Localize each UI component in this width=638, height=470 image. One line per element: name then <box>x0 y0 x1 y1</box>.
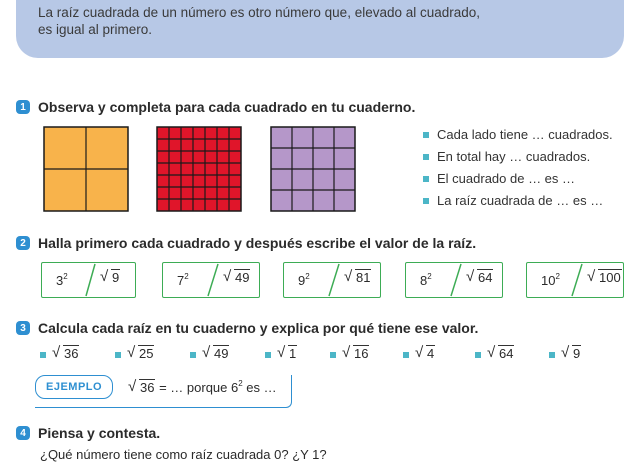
root-expression: √ 49 <box>223 270 250 285</box>
observation-item: Cada lado tiene … cuadrados. <box>423 127 613 149</box>
root-expression: √ 100 <box>587 270 622 285</box>
square-4x4 <box>270 126 356 212</box>
section-number-badge: 1 <box>16 100 30 114</box>
square-expression: $7^2$ <box>177 272 189 288</box>
root-expression: √ 9 <box>100 270 120 285</box>
root-item: √ 1 <box>277 346 297 361</box>
section-3-header <box>16 320 478 336</box>
example-text-part-2: es … <box>242 380 277 395</box>
root-item: √ 9 <box>561 346 581 361</box>
question-4-text: ¿Qué número tiene como raíz cuadrada 0? ¿Y 1? <box>40 447 327 462</box>
square-root-pair <box>405 262 503 298</box>
divider-slash <box>42 263 135 297</box>
square-7x7 <box>156 126 242 212</box>
square-expression: $9^2$ <box>298 272 310 288</box>
root-item: √ 49 <box>202 346 229 361</box>
definition-line-2: es igual al primero. <box>38 22 153 37</box>
section-2-header <box>16 235 476 251</box>
root-item: √ 25 <box>127 346 154 361</box>
root-expression: √ 81 <box>344 270 371 285</box>
square-root-pair <box>41 262 136 298</box>
definition-text <box>38 4 480 38</box>
observation-item: El cuadrado de … es … <box>423 171 613 193</box>
definition-line-1: La raíz cuadrada de un número es otro número que, elevado al cuadrado, <box>38 5 481 20</box>
section-title: Calcula cada raíz en tu cuaderno y explica por qué tiene ese valor. <box>38 320 479 336</box>
section-4-header <box>16 425 160 441</box>
observation-item: En total hay … cuadrados. <box>423 149 613 171</box>
section-number-badge: 4 <box>16 426 30 440</box>
observation-list <box>423 127 613 215</box>
section-1-header <box>16 99 415 115</box>
grid-fill <box>157 127 241 211</box>
example-radicand: 36 <box>140 380 155 395</box>
square-expression: $10^2$ <box>541 272 560 288</box>
example-text <box>128 379 277 395</box>
square-expression: $8^2$ <box>420 272 432 288</box>
definition-banner <box>16 0 624 58</box>
root-item: √ 64 <box>487 346 514 361</box>
square-root-pair <box>162 262 260 298</box>
root-item: √ 16 <box>342 346 369 361</box>
example-exponent: 2 <box>238 379 243 388</box>
example-root <box>128 380 155 395</box>
square-2x2 <box>43 126 129 212</box>
section-title: Piensa y contesta. <box>38 425 161 441</box>
root-expression: √ 64 <box>466 270 493 285</box>
example-text-part-1: = … porque 6 <box>159 380 239 395</box>
section-number-badge: 3 <box>16 321 30 335</box>
square-root-pair <box>526 262 624 298</box>
root-item: √ 36 <box>52 346 79 361</box>
section-title: Observa y completa para cada cuadrado en tu cuaderno. <box>38 99 416 115</box>
square-root-pair <box>283 262 381 298</box>
square-expression: $3^2$ <box>56 272 68 288</box>
example-label: EJEMPLO <box>35 375 113 399</box>
root-item: √ 4 <box>415 346 435 361</box>
observation-item: La raíz cuadrada de … es … <box>423 193 613 215</box>
section-title: Halla primero cada cuadrado y después escribe el valor de la raíz. <box>38 235 477 251</box>
section-number-badge: 2 <box>16 236 30 250</box>
